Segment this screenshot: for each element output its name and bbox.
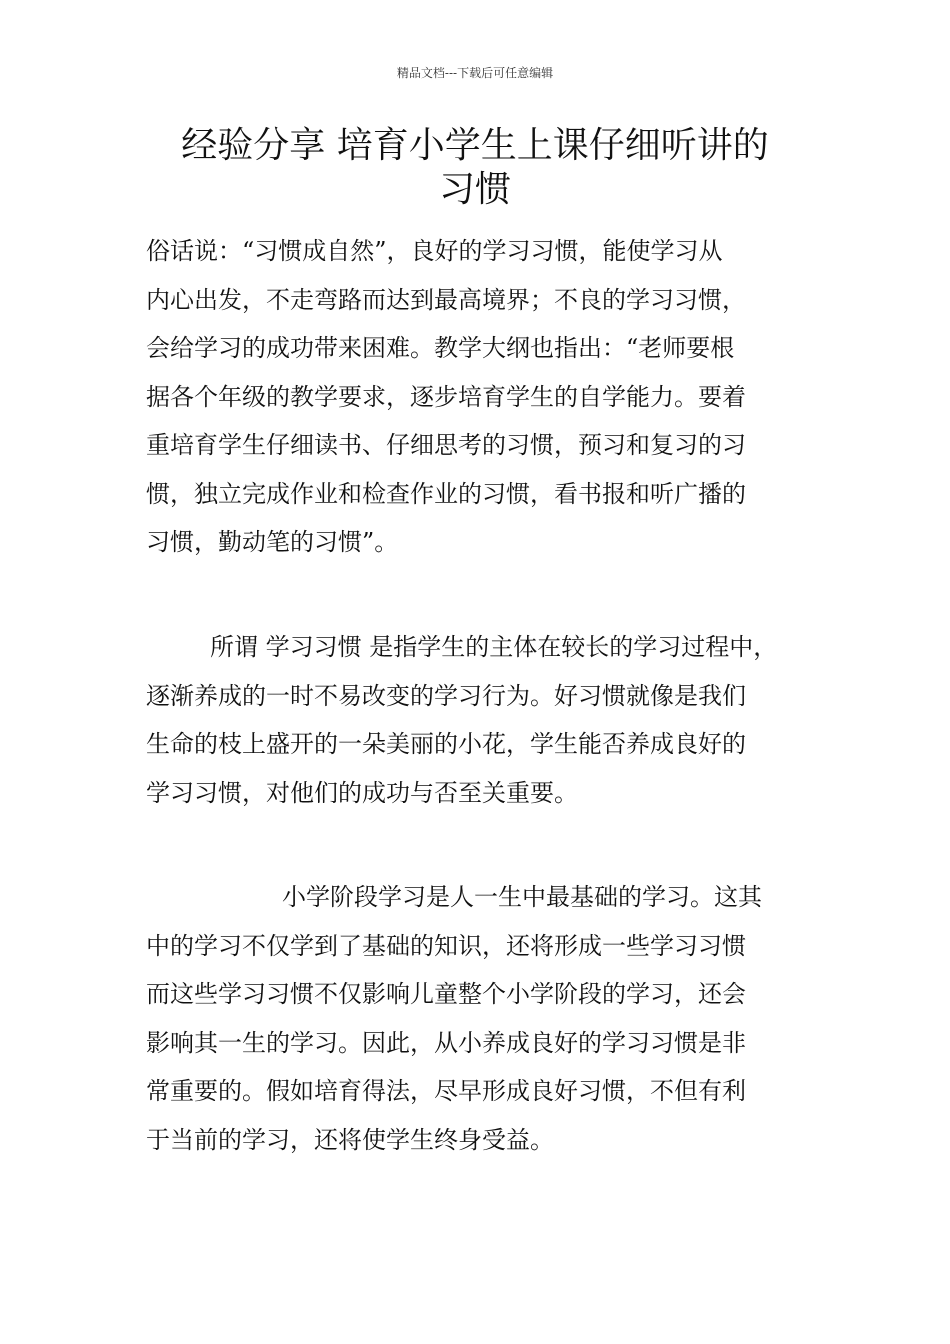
paragraph-line: 习惯，勤动笔的习惯”。 (146, 528, 399, 556)
title-line: 经验分享 培育小学生上课仔细听讲的 (181, 125, 769, 166)
paragraph-line: 于当前的学习，还将使学生终身受益。 (146, 1125, 554, 1154)
paragraph-1 (146, 227, 746, 567)
paragraph-line: 逐渐养成的一时不易改变的学习行为。好习惯就像是我们 (146, 681, 746, 710)
paragraph-line: 俗话说：“习惯成自然”，良好的学习习惯，能使学习从 (146, 237, 723, 265)
paragraph-line: 中的学习不仅学到了基础的知识，还将形成一些学习习惯 (146, 931, 746, 960)
paragraph-line: 所谓 学习习惯 是指学生的主体在较长的学习过程中， (210, 633, 778, 661)
paragraph-line: 生命的枝上盛开的一朵美丽的小花，学生能否养成良好的 (146, 730, 746, 758)
paragraph-line: 影响其一生的学习。因此，从小养成良好的学习习惯是非 (146, 1028, 746, 1057)
paragraph-line: 惯，独立完成作业和检查作业的习惯，看书报和听广播的 (146, 479, 746, 508)
paragraph-line: 重培育学生仔细读书、仔细思考的习惯，预习和复习的习 (146, 431, 746, 459)
paragraph-line: 学习习惯，对他们的成功与否至关重要。 (146, 778, 578, 807)
paragraph-line: 内心出发，不走弯路而达到最高境界；不良的学习习惯， (146, 285, 746, 314)
header-note: 精品文档---下载后可任意编辑 (396, 66, 554, 80)
paragraph-line: 会给学习的成功带来困难。教学大纲也指出：“老师要根 (146, 334, 735, 362)
paragraph-2 (146, 623, 777, 817)
title-line: 习惯 (438, 169, 511, 210)
paragraph-line: 而这些学习习惯不仅影响儿童整个小学阶段的学习，还会 (146, 980, 746, 1008)
paragraph-line: 小学阶段学习是人一生中最基础的学习。这其 (282, 883, 762, 911)
paragraph-line: 据各个年级的教学要求，逐步培育学生的自学能力。要着 (146, 382, 746, 411)
paragraph-3 (146, 873, 762, 1164)
document-title (120, 124, 830, 212)
paragraph-line: 常重要的。假如培育得法，尽早形成良好习惯，不但有利 (146, 1077, 746, 1105)
